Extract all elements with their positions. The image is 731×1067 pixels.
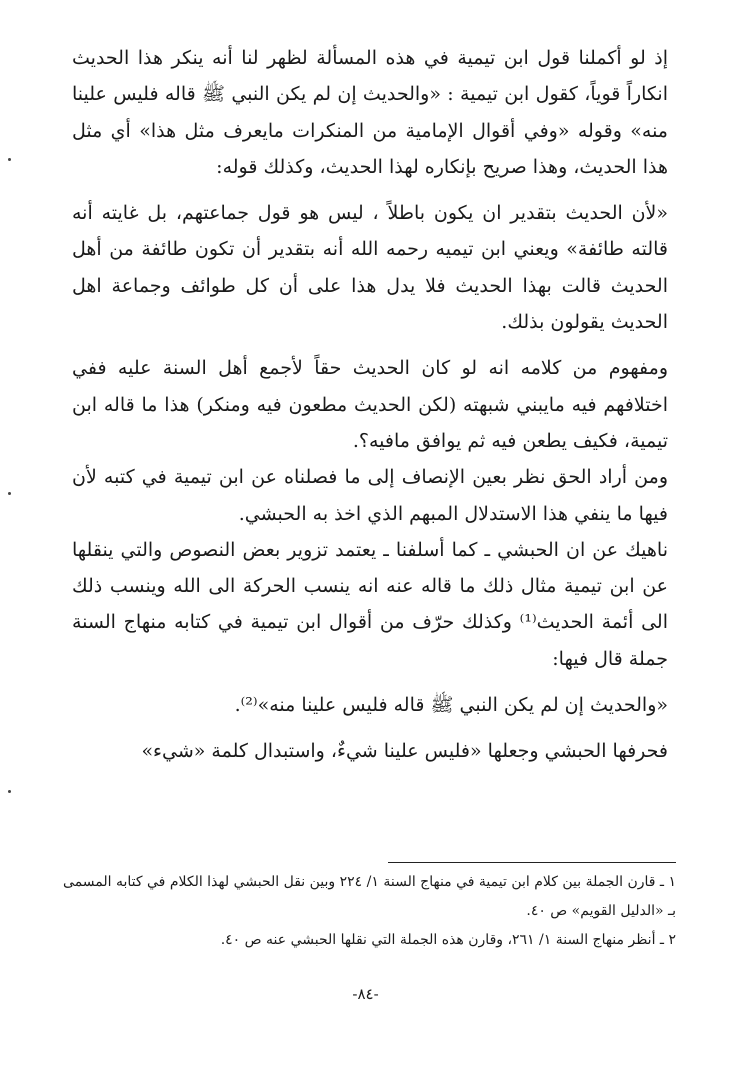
- footnote-separator: [388, 862, 676, 863]
- paragraph-2: «لأن الحديث بتقدير ان يكون باطلاً ، ليس هو قول جماعتهم، بل غايته أنه قالته طائفة» ويعني ابن تيميه رحمه الله أنه بتقدير أن تكون طائفة من أهل الحديث قالت بهذا الحديث فلا يدل هذا على أن كل طوائف وجماعة اهل الحديث يقولون بذلك.: [72, 202, 668, 334]
- body-text: [72, 40, 668, 770]
- paragraph-3: ومفهوم من كلامه انه لو كان الحديث حقاً لأجمع أهل السنة عليه ففي اختلافهم فيه مايبني شبهته (لكن الحديث مطعون فيه ومنكر) هذا ما قاله ابن تيمية، فكيف يطعن فيه ثم يوافق مافيه؟.: [72, 357, 668, 452]
- paragraph-5: ناهيك عن ان الحبشي ـ كما أسلفنا ـ يعتمد تزوير بعض النصوص والتي ينقلها عن ابن تيمية مثال ذلك ما قاله عنه انه ينسب الحركة الى الله وينسب ذلك الى أئمة الحديث⁽¹⁾ وكذلك حرّف من أقوال ابن تيمية في كتابه منهاج السنة جملة قال فيها:: [72, 538, 669, 670]
- quote-paragraph: «والحديث إن لم يكن النبي ﷺ قاله فليس علينا منه»⁽²⁾.: [234, 694, 668, 717]
- scan-speck: [8, 158, 11, 161]
- footnotes: [62, 868, 676, 955]
- paragraph-7: فحرفها الحبشي وجعلها «فليس علينا شيءٌ، واستبدال كلمة «شيء»: [141, 740, 668, 763]
- paragraph-4: ومن أراد الحق نظر بعين الإنصاف إلى ما فصلناه عن ابن تيمية في كتبه لأن فيها ما ينفي هذا الاستدلال المبهم الذي اخذ به الحبشي.: [72, 466, 668, 525]
- footnote-2: ٢ ـ أنظر منهاج السنة ١/ ٢٦١، وقارن هذه الجملة التي نقلها الحبشي عنه ص ٤٠.: [220, 932, 676, 948]
- footnote-1: ١ ـ قارن الجملة بين كلام ابن تيمية في منهاج السنة ١/ ٢٢٤ وبين نقل الحبشي لهذا الكلام في كتابه المسمى بـ «الدليل القويم» ص ٤٠.: [63, 874, 676, 919]
- scan-speck: [8, 790, 11, 793]
- paragraph-1: إذ لو أكملنا قول ابن تيمية في هذه المسألة لظهر لنا أنه ينكر هذا الحديث انكاراً قوياً، كقول ابن تيمية : «والحديث إن لم يكن النبي ﷺ قاله فليس علينا منه» وقوله «وفي أقوال الإمامية من المنكرات مايعرف مثل هذا» أي مثل هذا الحديث، وهذا صريح بإنكاره لهذا الحديث، وكذلك قوله:: [72, 47, 668, 178]
- scan-speck: [8, 492, 11, 495]
- page-number: -٨٤-: [352, 985, 379, 1003]
